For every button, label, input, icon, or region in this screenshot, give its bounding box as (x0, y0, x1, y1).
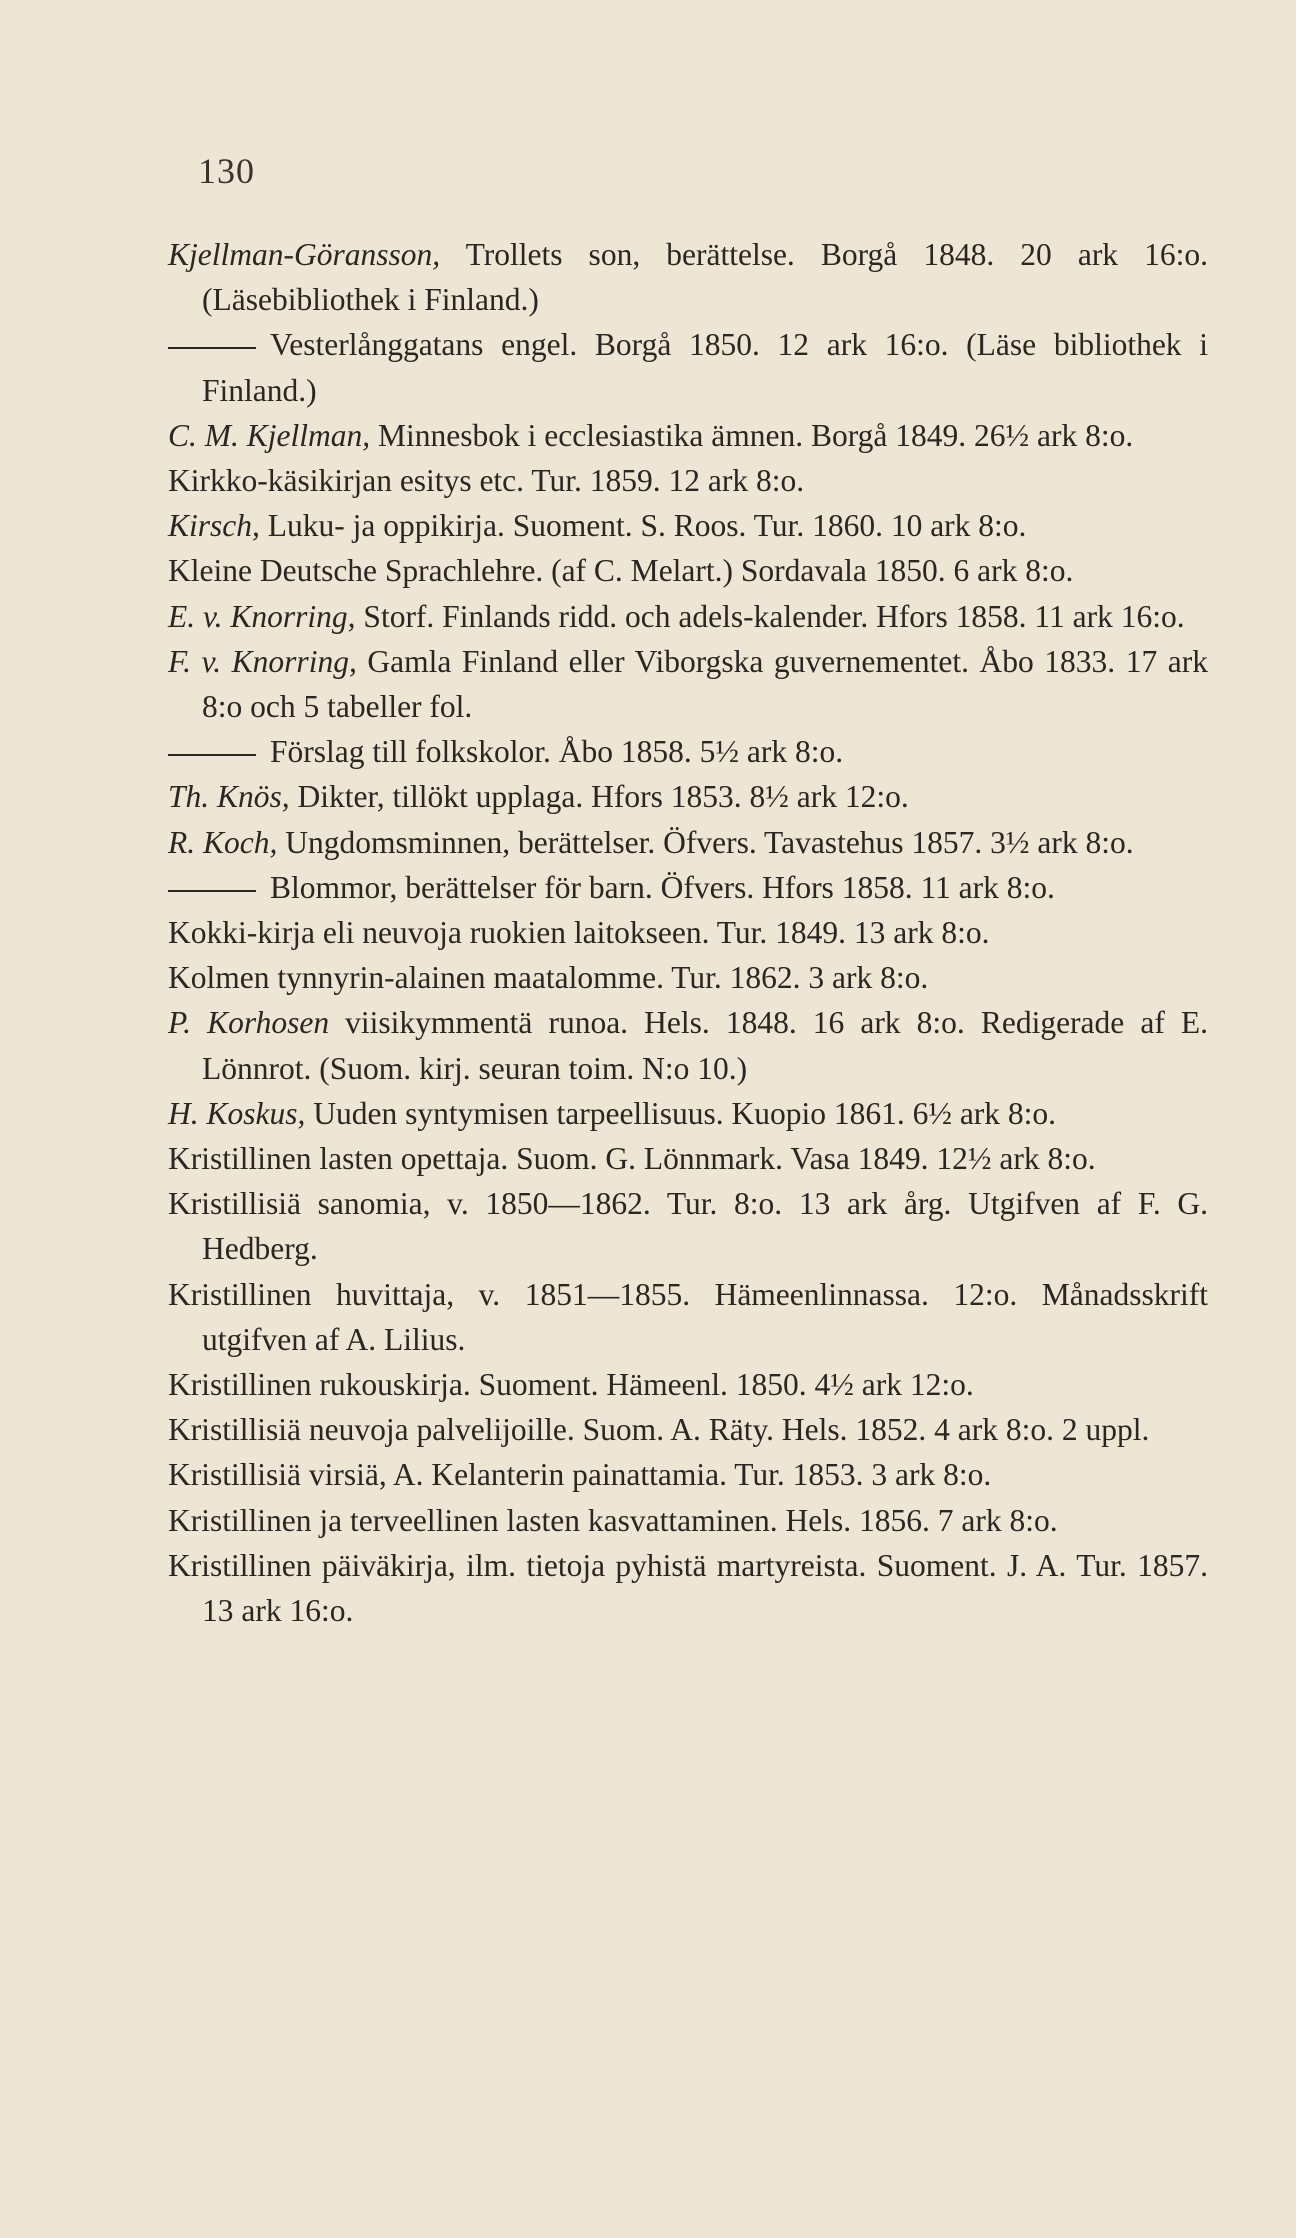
bibliography-entry (168, 729, 1208, 774)
entry-author: Kjellman-Göransson, (168, 237, 441, 272)
bibliography-entry (168, 548, 1208, 593)
entry-text: Luku- ja oppikirja. Suoment. S. Roos. Tur. 1860. 10 ark 8:o. (259, 508, 1027, 544)
entry-author: P. Korhosen (168, 1005, 330, 1041)
bibliography-entry (168, 1498, 1208, 1543)
bibliography-entry (168, 503, 1208, 548)
entry-author: C. M. Kjellman, (168, 417, 371, 453)
entry-text: Kristillinen huvittaja, v. 1851—1855. Hämeenlinnassa. 12:o. Månadsskrift utgifven af A. Lilius. (168, 1276, 1208, 1357)
entry-text: Kristillisiä virsiä, A. Kelanterin painattamia. Tur. 1853. 3 ark 8:o. (168, 1457, 992, 1493)
entry-text: Kleine Deutsche Sprachlehre. (af C. Melart.) Sordavala 1850. 6 ark 8:o. (168, 553, 1074, 589)
entry-text: Kristillinen päiväkirja, ilm. tietoja pyhistä martyreista. Suoment. J. A. Tur. 1857. 13 ark 16:o. (168, 1547, 1208, 1629)
bibliography-entry (168, 910, 1208, 955)
entry-text: viisikymmentä runoa. Hels. 1848. 16 ark 8:o. Redigerade af E. Lönnrot. (Suom. kirj. seuran toim. N:o 10.) (202, 1005, 1208, 1086)
entry-text: Storf. Finlands ridd. och adels-kalender. Hfors 1858. 11 ark 16:o. (355, 598, 1185, 634)
bibliography-entry (168, 1452, 1208, 1497)
entry-author: E. v. Knorring, (168, 598, 356, 634)
bibliography-entry (168, 1407, 1208, 1452)
repeat-author-dash (168, 754, 256, 756)
entry-text: Kristillinen rukouskirja. Suoment. Hämeenl. 1850. 4½ ark 12:o. (168, 1367, 974, 1403)
bibliography-list (168, 232, 1208, 1633)
bibliography-entry (168, 232, 1208, 322)
bibliography-entry (168, 1136, 1208, 1181)
entry-author: F. v. Knorring, (168, 643, 357, 679)
bibliography-entry (168, 1543, 1208, 1633)
bibliography-entry (168, 865, 1208, 910)
entry-text: Kristillisiä sanomia, v. 1850—1862. Tur. 8:o. 13 ark årg. Utgifven af F. G. Hedberg. (168, 1186, 1208, 1267)
repeat-author-dash (168, 347, 256, 349)
bibliography-entry (168, 1181, 1208, 1271)
bibliography-entry (168, 820, 1208, 865)
entry-text: Blommor, berättelser för barn. Öfvers. Hfors 1858. 11 ark 8:o. (270, 869, 1055, 905)
entry-text: Kokki-kirja eli neuvoja ruokien laitokseen. Tur. 1849. 13 ark 8:o. (168, 915, 990, 951)
entry-text: Kirkko-käsikirjan esitys etc. Tur. 1859. 12 ark 8:o. (168, 463, 805, 499)
entry-author: Th. Knös, (168, 779, 290, 815)
bibliography-entry (168, 955, 1208, 1000)
entry-author: H. Koskus, (168, 1095, 306, 1131)
bibliography-entry (168, 1000, 1208, 1090)
entry-text: Ungdomsminnen, berättelser. Öfvers. Tavastehus 1857. 3½ ark 8:o. (277, 824, 1134, 860)
bibliography-entry (168, 594, 1208, 639)
bibliography-entry (168, 458, 1208, 503)
bibliography-entry (168, 322, 1208, 412)
entry-text: Gamla Finland eller Viborgska guvernementet. Åbo 1833. 17 ark 8:o och 5 tabeller fol. (202, 643, 1208, 725)
entry-author: R. Koch, (168, 824, 278, 860)
entry-text: Kolmen tynnyrin-alainen maatalomme. Tur. 1862. 3 ark 8:o. (168, 960, 929, 996)
entry-text: Minnesbok i ecclesiastika ämnen. Borgå 1849. 26½ ark 8:o. (370, 417, 1134, 453)
entry-text: Uuden syntymisen tarpeellisuus. Kuopio 1861. 6½ ark 8:o. (305, 1095, 1057, 1131)
entry-text: Trollets son, berättelse. Borgå 1848. 20 ark 16:o. (Läsebibliothek i Finland.) (202, 237, 1208, 318)
bibliography-entry (168, 1091, 1208, 1136)
entry-author: Kirsch, (168, 508, 260, 544)
repeat-author-dash (168, 890, 256, 892)
bibliography-entry (168, 413, 1208, 458)
entry-text: Kristillisiä neuvoja palvelijoille. Suom. A. Räty. Hels. 1852. 4 ark 8:o. 2 uppl. (168, 1412, 1150, 1448)
entry-text: Kristillinen ja terveellinen lasten kasvattaminen. Hels. 1856. 7 ark 8:o. (168, 1502, 1058, 1538)
bibliography-entry (168, 1362, 1208, 1407)
bibliography-entry (168, 639, 1208, 729)
entry-text: Förslag till folkskolor. Åbo 1858. 5½ ark 8:o. (270, 734, 844, 770)
page-number: 130 (198, 151, 255, 191)
entry-text: Dikter, tillökt upplaga. Hfors 1853. 8½ ark 12:o. (289, 779, 909, 815)
entry-text: Vesterlånggatans engel. Borgå 1850. 12 ark 16:o. (Läse bibliothek i Finland.) (202, 327, 1208, 408)
bibliography-entry (168, 1272, 1208, 1362)
bibliography-entry (168, 774, 1208, 819)
entry-text: Kristillinen lasten opettaja. Suom. G. Lönnmark. Vasa 1849. 12½ ark 8:o. (168, 1141, 1096, 1177)
